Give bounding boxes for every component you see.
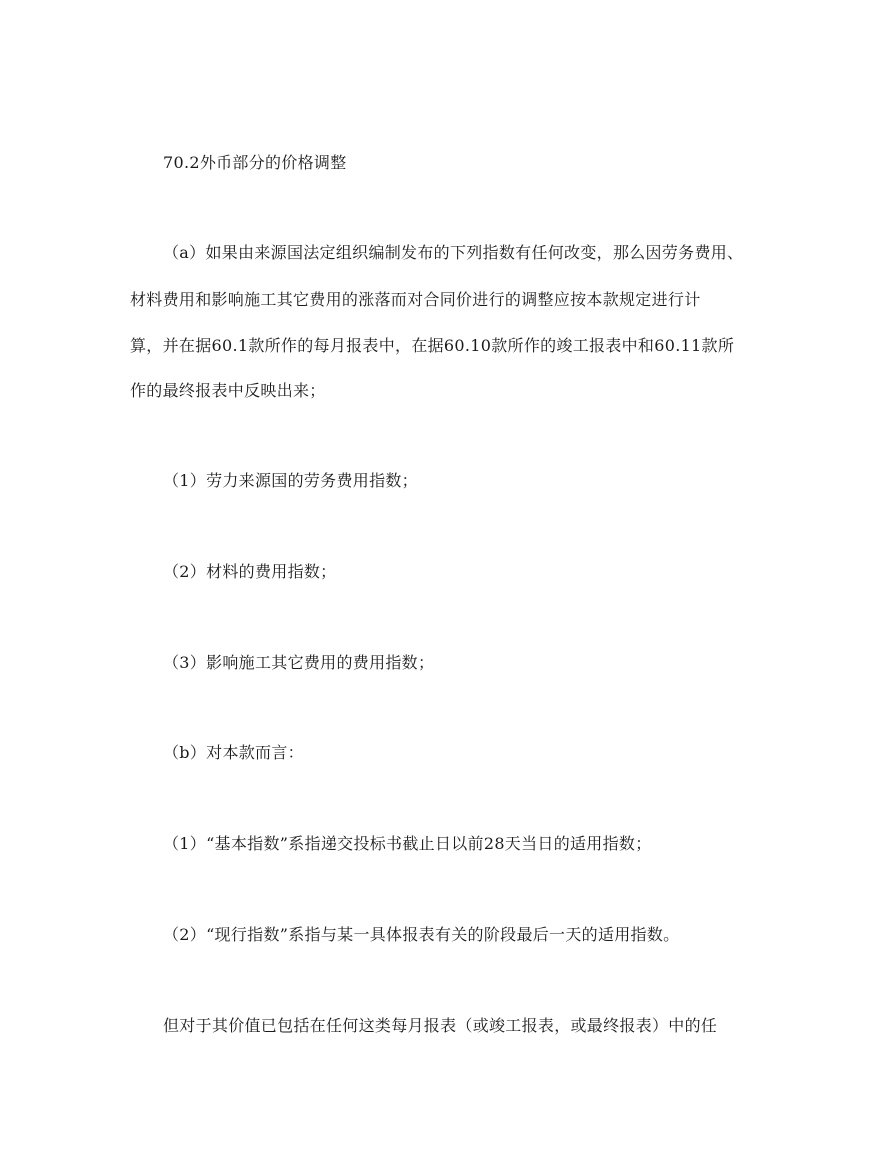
paragraph-a-line-3: 算，并在据60.1款所作的每月报表中，在据60.10款所作的竣工报表中和60.11款所 xyxy=(130,336,735,355)
paragraph-a-line-1: （a）如果由来源国法定组织编制发布的下列指数有任何改变，那么因劳务费用、 xyxy=(163,243,744,262)
list-item-a2: （2）材料的费用指数； xyxy=(163,562,337,581)
paragraph-b: （b）对本款而言： xyxy=(163,743,304,762)
list-item-a3: （3）影响施工其它费用的费用指数； xyxy=(163,653,435,672)
section-heading: 70.2外币部分的价格调整 xyxy=(163,153,347,172)
list-item-b1: （1）“基本指数”系指递交投标书截止日以前28天当日的适用指数； xyxy=(163,834,652,853)
list-item-a1: （1）劳力来源国的劳务费用指数； xyxy=(163,471,418,490)
paragraph-a-line-4: 作的最终报表中反映出来； xyxy=(130,381,326,400)
list-item-b2: （2）“现行指数”系指与某一具体报表有关的阶段最后一天的适用指数。 xyxy=(163,925,680,944)
paragraph-a-line-2: 材料费用和影响施工其它费用的涨落而对合同价进行的调整应按本款规定进行计 xyxy=(130,290,701,309)
final-paragraph-line: 但对于其价值已包括在任何这类每月报表（或竣工报表，或最终报表）中的任 xyxy=(163,1016,718,1035)
